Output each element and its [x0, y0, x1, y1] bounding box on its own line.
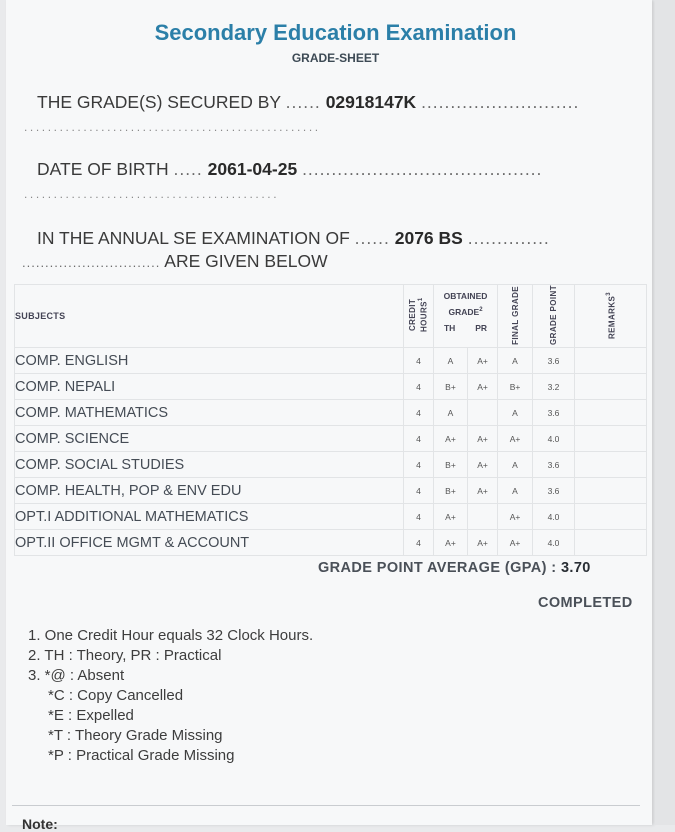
table-row: [15, 426, 647, 452]
page-subtitle: GRADE-SHEET: [291, 51, 380, 65]
page-title: Secondary Education Examination: [154, 20, 517, 45]
final-grade: A+: [498, 530, 533, 556]
pr-header: PR: [475, 323, 488, 333]
remarks: [575, 348, 647, 374]
credit-hours: 4: [404, 426, 434, 452]
grade-point: 3.6: [533, 400, 575, 426]
dob-value: 2061-04-25: [207, 159, 298, 179]
page-edge: [655, 0, 675, 825]
final-grade: B+: [498, 374, 533, 400]
table-row: [15, 374, 647, 400]
grade-point: 4.0: [533, 426, 575, 452]
exam-year: 2076 BS: [394, 228, 463, 248]
table-row: [15, 348, 647, 374]
subject-name: COMP. MATHEMATICS: [15, 400, 404, 426]
grade-point: 4.0: [533, 504, 575, 530]
credit-hours: 4: [404, 400, 434, 426]
dotted-line: ..................................................: [24, 120, 321, 134]
grades-table: [14, 284, 647, 556]
grade-point-header: GRADE POINT: [533, 285, 575, 348]
footnote-item: 1. One Credit Hour equals 32 Clock Hours.: [28, 627, 314, 644]
theory-grade: A+: [434, 504, 468, 530]
theory-grade: B+: [434, 374, 468, 400]
secured-by-label: THE GRADE(S) SECURED BY: [37, 92, 281, 112]
given-below-line: .............................. ARE GIVEN BELOW: [22, 251, 328, 271]
grade-point: 4.0: [533, 530, 575, 556]
given-below-text: ARE GIVEN BELOW: [164, 251, 328, 271]
footnote-item: *P : Practical Grade Missing: [48, 747, 235, 764]
practical-grade: A+: [468, 348, 498, 374]
subjects-header: SUBJECTS: [15, 285, 404, 348]
grade-point: 3.6: [533, 348, 575, 374]
practical-grade: [468, 400, 498, 426]
remarks: [575, 504, 647, 530]
theory-grade: B+: [434, 452, 468, 478]
credit-hours: 4: [404, 478, 434, 504]
remarks: [575, 452, 647, 478]
gpa-value: 3.70: [560, 560, 591, 576]
final-grade: A: [498, 400, 533, 426]
footnote-item: 2. TH : Theory, PR : Practical: [28, 647, 222, 664]
theory-grade: A: [434, 348, 468, 374]
remarks-header: REMARKS$^3$: [575, 285, 647, 348]
remarks: [575, 530, 647, 556]
practical-grade: [468, 504, 498, 530]
result-status: COMPLETED: [538, 595, 633, 611]
final-grade: A+: [498, 504, 533, 530]
dob-label: DATE OF BIRTH: [37, 159, 169, 179]
credit-hours-header: CREDIT HOURS$^1$: [404, 285, 434, 348]
table-row: [15, 530, 647, 556]
theory-grade: A+: [434, 426, 468, 452]
dob-line: DATE OF BIRTH ..... 2061-04-25 .........................................: [37, 159, 543, 179]
subject-name: COMP. SOCIAL STUDIES: [15, 452, 404, 478]
practical-grade: A+: [468, 452, 498, 478]
remarks: [575, 374, 647, 400]
table-row: [15, 478, 647, 504]
gpa-line: [318, 560, 591, 576]
subject-name: COMP. HEALTH, POP & ENV EDU: [15, 478, 404, 504]
exam-line: IN THE ANNUAL SE EXAMINATION OF ...... 2076 BS ..............: [37, 228, 550, 248]
final-grade: A+: [498, 426, 533, 452]
subject-name: COMP. SCIENCE: [15, 426, 404, 452]
footnote-item: 3. *@ : Absent: [28, 667, 125, 684]
obtained-grade-header: OBTAINED GRADE$^2$ TH PR: [434, 285, 498, 348]
footnote-item: *C : Copy Cancelled: [48, 687, 184, 704]
final-grade-header: FINAL GRADE: [498, 285, 533, 348]
theory-grade: A: [434, 400, 468, 426]
remarks: [575, 400, 647, 426]
subject-name: COMP. ENGLISH: [15, 348, 404, 374]
theory-grade: B+: [434, 478, 468, 504]
credit-hours: 4: [404, 530, 434, 556]
practical-grade: A+: [468, 426, 498, 452]
divider: [12, 805, 640, 806]
credit-hours: 4: [404, 374, 434, 400]
remarks: [575, 478, 647, 504]
final-grade: A: [498, 452, 533, 478]
footnotes: [28, 626, 313, 766]
remarks: [575, 426, 647, 452]
table-row: [15, 504, 647, 530]
footnote-item: *E : Expelled: [48, 707, 134, 724]
note-heading: Note:: [22, 816, 58, 832]
grade-point: 3.6: [533, 452, 575, 478]
theory-grade: A+: [434, 530, 468, 556]
gpa-label: GRADE POINT AVERAGE (GPA) :: [318, 560, 557, 576]
table-row: [15, 400, 647, 426]
final-grade: A: [498, 478, 533, 504]
final-grade: A: [498, 348, 533, 374]
grade-point: 3.2: [533, 374, 575, 400]
th-header: TH: [443, 323, 456, 333]
practical-grade: A+: [468, 374, 498, 400]
symbol-number: 02918147K: [325, 92, 417, 112]
table-header-row: [15, 285, 647, 348]
credit-hours: 4: [404, 452, 434, 478]
table-row: [15, 452, 647, 478]
credit-hours: 4: [404, 504, 434, 530]
practical-grade: A+: [468, 478, 498, 504]
dotted-line: ...........................................: [24, 187, 280, 201]
exam-label: IN THE ANNUAL SE EXAMINATION OF: [37, 228, 350, 248]
subject-name: OPT.II OFFICE MGMT & ACCOUNT: [15, 530, 404, 556]
subject-name: OPT.I ADDITIONAL MATHEMATICS: [15, 504, 404, 530]
credit-hours: 4: [404, 348, 434, 374]
secured-by-line: THE GRADE(S) SECURED BY ...... 02918147K ...........................: [37, 92, 580, 112]
practical-grade: A+: [468, 530, 498, 556]
subject-name: COMP. NEPALI: [15, 374, 404, 400]
grade-point: 3.6: [533, 478, 575, 504]
footnote-item: *T : Theory Grade Missing: [48, 727, 223, 744]
